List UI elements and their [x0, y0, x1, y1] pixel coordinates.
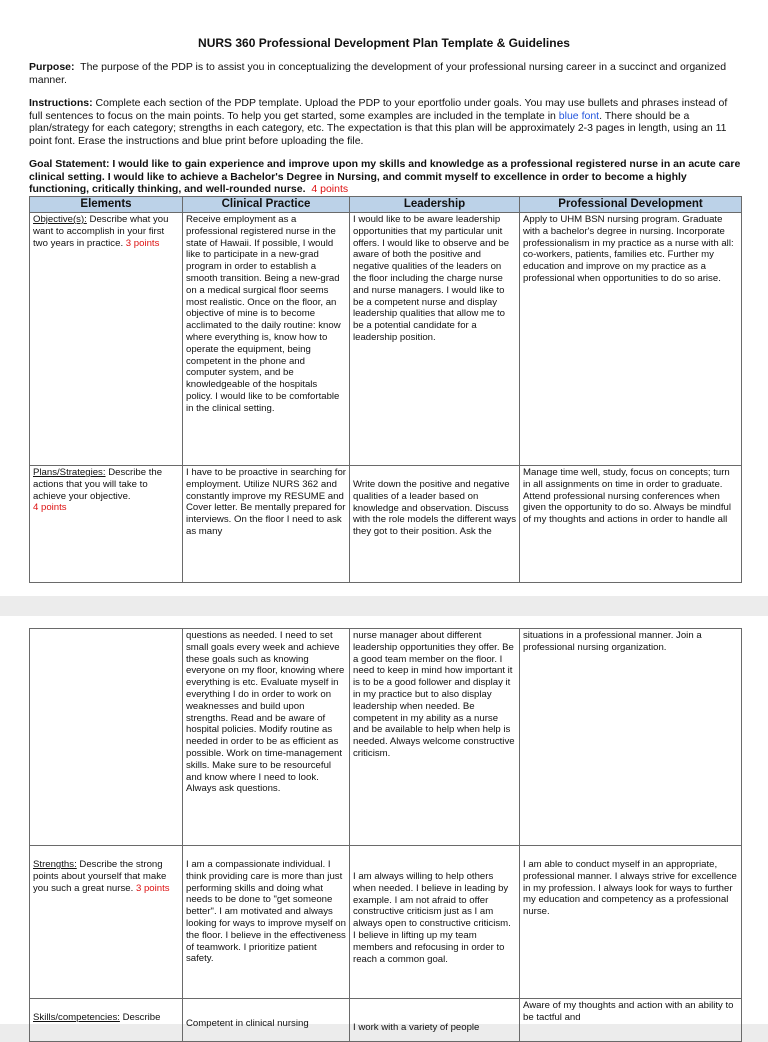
- objectives-leadership-cell: I would like to be aware leadership opportunities that my particular unit offers. I would like to observe and be aware of both the positive and negative qualities of the leaders on the floor including the charge nurse and nurse managers. I would like to be a competent nurse and display leadership qualities that allow me to be a potential candidate for a leadership position.: [350, 213, 520, 466]
- skills-label: Skills/competencies:: [33, 1012, 120, 1023]
- cell-spacer: [33, 847, 179, 859]
- plans-leadership-text: Write down the positive and negative qualities of a leader based on knowledge and observation. Discuss with the role models the different ways they got to their position. Ask the: [353, 479, 516, 538]
- skills-clinical-cell: [183, 999, 350, 1042]
- pdp-table-page-2: [29, 628, 742, 1042]
- plans-cont-clinical-cell: questions as needed. I need to set small goals every week and achieve these goals such as knowing everyone on my floor, knowing where everything is etc. Evaluate myself in everything I do in order to work on weaknesses and build upon strengths. Read and be aware of hospital policies. Modify routine as needed in order to be as efficient as possible. Work on time-management skills. Make sure to be resourceful and know where I need to look. Always ask questions.: [183, 629, 350, 846]
- strengths-element-cell: [30, 846, 183, 999]
- skills-leadership-cell: [350, 999, 520, 1042]
- goal-statement: [29, 158, 741, 196]
- strengths-leadership-cell: [350, 846, 520, 999]
- objectives-label: Objective(s):: [33, 214, 87, 225]
- cell-spacer: [353, 1000, 516, 1022]
- plans-cont-leadership-cell: nurse manager about different leadership opportunities they offer. Be a good team member on the floor. I need to keep in mind how important it is to be a good follower and display it in my practice but to also display leadership when needed. Be competent in my ability as a nurse and be available to help when help is needed. Always welcome constructive criticism.: [350, 629, 520, 846]
- strengths-professional-text: I am able to conduct myself in an appropriate, professional manner. I always strive for excellence in my profession. I always look for ways to further my education and competency as a professional nurse.: [523, 859, 737, 918]
- strengths-points: 3 points: [135, 882, 170, 894]
- table-header-row: [30, 197, 742, 213]
- cell-spacer: [353, 847, 516, 871]
- objectives-professional-cell: Apply to UHM BSN nursing program. Graduate with a bachelor's degree in nursing. Incorporate professionalism in my practice as a nurse with all: co-workers, patients, families etc. Further my education and improve on my practice as a professional when opportunities to do so arise.: [520, 213, 742, 466]
- document-page-2: [0, 616, 768, 1033]
- table-row-skills: [30, 999, 742, 1042]
- purpose-paragraph: [29, 61, 741, 86]
- document-title: NURS 360 Professional Development Plan Template & Guidelines: [198, 36, 570, 50]
- plans-cont-professional-cell: situations in a professional manner. Join a professional nursing organization.: [520, 629, 742, 846]
- objectives-clinical-cell: Receive employment as a professional registered nurse in the state of Hawaii. If possible, I would like to participate in a new-grad program in order to establish a smooth transition. Being a new-grad on a medical surgical floor seems most realistic. Once on the floor, an objective of mine is to become acclimated to the daily routine: know where everything is, know how to operate the equipment, being competent in the phone and computer system, and be knowledgeable of the hospitals policy. I would like to be comfortable in the clinical setting.: [183, 213, 350, 466]
- plans-label: Plans/Strategies:: [33, 467, 106, 478]
- plans-cont-element-cell: [30, 629, 183, 846]
- plans-clinical-cell: I have to be proactive in searching for employment. Utilize NURS 362 and constantly improve my RESUME and Cover letter. Be mentally prepared for interviews. On the floor I need to ask as many: [183, 466, 350, 583]
- cell-spacer: [523, 847, 738, 859]
- table-row-plans: [30, 466, 742, 583]
- instructions-paragraph: [29, 97, 741, 147]
- cell-spacer: [186, 1000, 346, 1018]
- plans-professional-cell: Manage time well, study, focus on concepts; turn in all assignments on time in order to graduate. Attend professional nursing conferences when given the opportunity to do so. Always be mindful of my thoughts and actions in order to handle all: [520, 466, 742, 583]
- instructions-label: Instructions:: [29, 97, 93, 109]
- purpose-label: Purpose:: [29, 61, 75, 73]
- cell-spacer: [353, 467, 516, 479]
- skills-desc: Describe: [122, 1012, 161, 1023]
- objectives-points: 3 points: [125, 237, 160, 249]
- purpose-text: The purpose of the PDP is to assist you in conceptualizing the development of your professional nursing career in a succinct and organized manner.: [29, 61, 727, 86]
- skills-professional-cell: Aware of my thoughts and action with an ability to be tactful and: [520, 999, 742, 1042]
- pdp-table-page-1: [29, 196, 742, 583]
- instructions-blue-font: blue font: [558, 109, 600, 122]
- skills-element-cell: [30, 999, 183, 1042]
- table-row-strengths: [30, 846, 742, 999]
- table-row-plans-continued: [30, 629, 742, 846]
- header-clinical-practice: Clinical Practice: [183, 197, 350, 213]
- goal-points: 4 points: [311, 183, 349, 195]
- header-elements: Elements: [30, 197, 183, 213]
- strengths-clinical-text: I am a compassionate individual. I think providing care is more than just performing skills and doing what needs to be done to "get someone better". I am motivated and always looking for ways to improve myself on the floor. I believe in the effectiveness of teamwork. I prioritize patient safety.: [186, 859, 346, 965]
- strengths-leadership-text: I am always willing to help others when needed. I believe in leading by example. I am not afraid to offer constructive criticism just as I am always open to constructive criticism. I believe in lifting up my team members and refocusing in order to reach a common goal.: [353, 871, 511, 965]
- header-leadership: Leadership: [350, 197, 520, 213]
- cell-spacer: [33, 1000, 179, 1012]
- plans-desc: Describe the actions that you will take to achieve your objective.: [33, 467, 163, 502]
- plans-element-cell: [30, 466, 183, 583]
- skills-clinical-text: Competent in clinical nursing: [186, 1018, 309, 1029]
- skills-leadership-text: I work with a variety of people: [353, 1022, 480, 1033]
- plans-points: 4 points: [33, 502, 67, 514]
- table-row-objectives: [30, 213, 742, 466]
- instructions-text-2: . There should be a plan/strategy for each category; strengths in each category, etc. The expectation is that this plan will be approximately 2-3 pages in length, using an 11 point font. Erase the instructions and blue print before uploading the file.: [29, 109, 727, 147]
- goal-text: Goal Statement: I would like to gain experience and improve upon my skills and knowledge as a professional registered nurse in an acute care clinical setting. I would like to achieve a Bachelor's Degree in Nursing, and commit myself to excellence in order to become a highly functioning, critically thinking, and well-rounded nurse.: [29, 158, 741, 195]
- strengths-clinical-cell: [183, 846, 350, 999]
- strengths-professional-cell: [520, 846, 742, 999]
- instructions-text-1: Complete each section of the PDP template. Upload the PDP to your eportfolio under goals. You may use bullets and phrases instead of full sentences to focus on the main points. To help you get started, some examples are included in the template in: [29, 97, 728, 122]
- header-professional-development: Professional Development: [520, 197, 742, 213]
- cell-spacer: [186, 847, 346, 859]
- plans-leadership-cell: [350, 466, 520, 583]
- strengths-desc: Describe the strong points about yourself that make you such a great nurse.: [33, 859, 167, 894]
- objectives-element-cell: [30, 213, 183, 466]
- strengths-label: Strengths:: [33, 859, 77, 870]
- objectives-desc: Describe what you want to accomplish in your first two years in practice.: [33, 214, 169, 249]
